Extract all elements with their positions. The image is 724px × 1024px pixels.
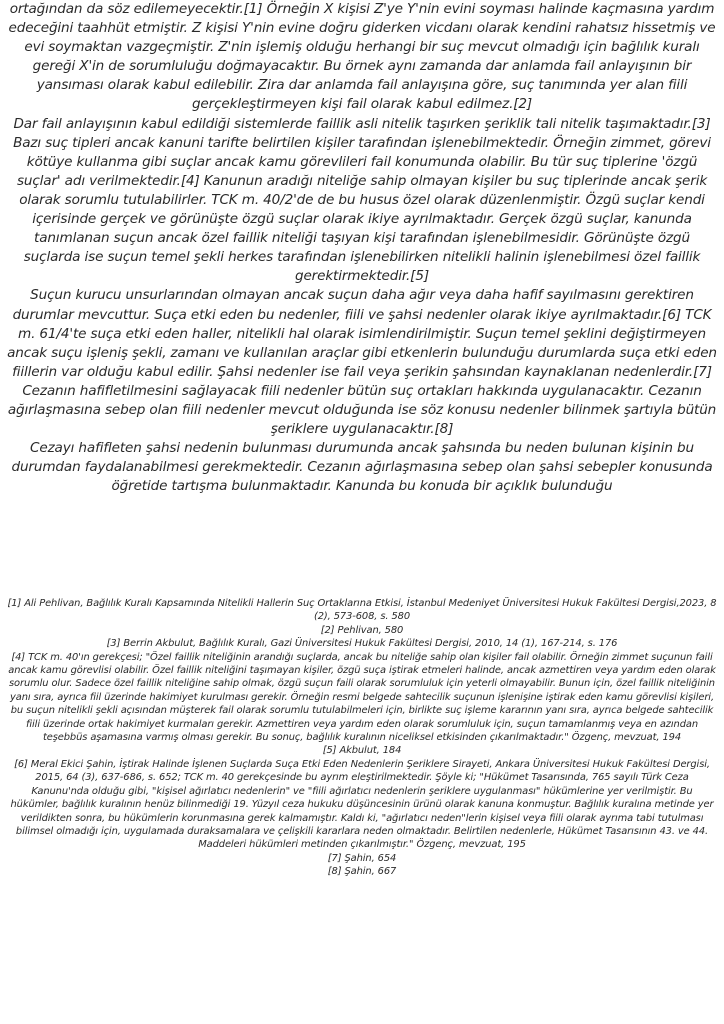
footnote-4: [4] TCK m. 40'ın gerekçesi; "Özel faillik niteliğinin arandığı suçlarda, ancak bu niteliğe sahip olan kişiler fail olabilir. Örneğin zimmet suçunun faili ancak kamu görevlisi olabilir. Özel faillik niteliğini taşımayan kişiler, özgü suça iştirak etmeleri halinde, ancak azmettiren veya yardım eden olarak sorumlu olur. Sadece özel faillik niteliğine sahip olmak, özgü suçun faili olarak sorumluluk için yeterli olmayabilir. Bunun için, özel faillik niteliğinin yanı sıra, ayrıca fiil üzerinde hakimiyet kurulması gerekir. Örneğin resmi belgede sahtecilik suçunun işlenişine iştirak eden kamu görevlisi kişileri, bu suçun nitelikli şekli açısından müşterek fail olarak sorumlu tutulabilmeleri için, birlikte suç işleme kararının yanı sıra, ayrıca belgede sahtecilik fiili üzerinde ortak hakimiyet kurmaları gerekir. Azmettiren veya yardım eden olarak sorumluluk için, suçun tamamlanmış veya en azından teşebbüs aşamasına varmış olması gerekir. Bu sonuç, bağlılık kuralının niceliksel etkisinden çıkarılmaktadır." Özgenç, mevzuat, 194 (8, 651, 716, 744)
footnote-8: [8] Şahin, 667 (327, 866, 397, 878)
footnote-6: [6] Meral Ekici Şahin, İştirak Halinde İşlenen Suçlarda Suça Etki Eden Nedenlerin Şeriklere Sirayeti, Ankara Üniversitesi Hukuk Fakültesi Dergisi, 2015, 64 (3), 637-686, s. 652; TCK m. 40 gerekçesinde bu ayrım eleştirilmektedir. Şöyle ki; "Hükümet Tasarısında, 765 sayılı Türk Ceza Kanunu'nda olduğu gibi, "kişisel ağırlatıcı nedenlerin" ve "fiili ağırlatıcı nedenlerin şeriklere uygulanması" hükümlerine yer verilmiştir. Bu hükümler, bağlılık kuralının henüz bilinmediği 19. Yüzyıl ceza hukuku düşüncesinin ürünü olarak kanuna konmuştur. Bağlılık kuralına metinde yer verildikten sonra, bu hükümlerin korunmasına gerek kalmamıştır. Kaldı ki, "ağırlatıcı neden"lerin kişisel veya fiili olarak ayrıma tabi tutulması bilimsel olmadığı için, uygulamada duraksamalara ve çelişkili kararlara neden olmaktadır. Belirtilen nedenlerle, Hükümet Tasarısının 43. ve 44. Maddeleri hükümleri metinden çıkarılmıştır." Özgenç, mevzuat, 195 (10, 758, 714, 851)
footnote-7: [7] Şahin, 654 (327, 852, 397, 864)
paragraph: ortağından da söz edilemeyecektir.[1] Örneğin X kişisi Z'ye Y'nin evini soyması halinde kaçmasına yardım edeceğini taahhüt etmiştir. Z kişisi Y'nin evine doğru giderken vicdanı olarak kendini rahatsız hissetmiş ve evi soymaktan vazgeçmiştir. Z'nin işlemiş olduğu herhangi bir suç mevcut olmadığı için bağlılık kuralı gereği X'in de sorumluluğu doğmayacaktır. Bu örnek aynı zamanda dar anlamda fail anlayışının bir yansıması olarak kabul edilebilir. Zira dar anlamda fail anlayışına göre, suç tanımında yer alan fiili gerçekleştirmeyen kişi fail olarak kabul edilmez.[2] (8, 1, 716, 113)
footnote-5: [5] Akbulut, 184 (322, 745, 402, 757)
footnote-3: [3] Berrin Akbulut, Bağlılık Kuralı, Gazi Üniversitesi Hukuk Fakültesi Dergisi, 2010, 14 (1), 167-214, s. 176 (106, 638, 618, 650)
footnote-2: [2] Pehlivan, 580 (320, 624, 404, 636)
paragraph: Cezayı hafifleten şahsi nedenin bulunması durumunda ancak şahsında bu neden bulunan kişinin bu durumdan faydalanabilmesi gerekmektedir. Cezanın ağırlaşmasına sebep olan şahsi sebepler konusunda öğretide tartışma bulunmaktadır. Kanunda bu konuda bir açıklık bulunduğu (11, 440, 713, 495)
body-text (6, 0, 718, 496)
paragraph: Cezanın hafifletilmesini sağlayacak fiili nedenler bütün suç ortakları hakkında uygulanacaktır. Cezanın ağırlaşmasına sebep olan fiili nedenler mevcut olduğunda ise söz konusu nedenler bilinmek şartıyla bütün şeriklere uygulanacaktır.[8] (7, 382, 717, 438)
footnotes (6, 597, 718, 879)
paragraph: Dar fail anlayışının kabul edildiği sistemlerde faillik asli nitelik taşırken şeriklik tali nitelik taşımaktadır.[3] (13, 115, 711, 132)
footnote-1: [1] Ali Pehlivan, Bağlılık Kuralı Kapsamında Nitelikli Hallerin Suç Ortaklarına Etkisi, İstanbul Medeniyet Üniversitesi Hukuk Fakültesi Dergisi,2023, 8 (2), 573-608, s. 580 (7, 598, 717, 623)
paragraph: Suçun kurucu unsurlarından olmayan ancak suçun daha ağır veya daha hafif sayılmasını gerektiren durumlar mevcuttur. Suça etki eden bu nedenler, fiili ve şahsi nedenler olarak ikiye ayrılmaktadır.[6] TCK m. 61/4'te suça etki eden haller, nitelikli hal olarak isimlendirilmiştir. Suçun temel şeklini değiştirmeyen ancak suçu işleniş şekli, zamanı ve kullanılan araçlar gibi etkenlerin bulunduğu durumlarda suça etki eden fiillerin var olduğu kabul edilir. Şahsi nedenler ise fail veya şerikin şahsından kaynaklanan nedenlerdir.[7] (7, 287, 717, 380)
paragraph: Bazı suç tipleri ancak kanuni tarifte belirtilen kişiler tarafından işlenebilmektedir. Örneğin zimmet, görevi kötüye kullanma gibi suçlar ancak kamu görevlileri fail konumunda olabilir. Bu tür suç tiplerine 'özgü suçlar' adı verilmektedir.[4] Kanunun aradığı niteliğe sahip olmayan kişiler bu suç tiplerinde ancak şerik olarak sorumlu tutulabilirler. TCK m. 40/2'de de bu husus özel olarak düzenlenmiştir. Özgü suçlar kendi içerisinde gerçek ve görünüşte özgü suçlar olarak ikiye ayrılmaktadır. Gerçek özgü suçlar, kanunda tanımlanan suçun ancak özel faillik niteliği taşıyan kişi tarafından işlenebilmesidir. Görünüşte özgü suçlarda ise suçun temel şekli herkes tarafından işlenebilirken nitelikli halinin işlenebilmesi özel faillik gerektirmektedir.[5] (13, 134, 711, 285)
